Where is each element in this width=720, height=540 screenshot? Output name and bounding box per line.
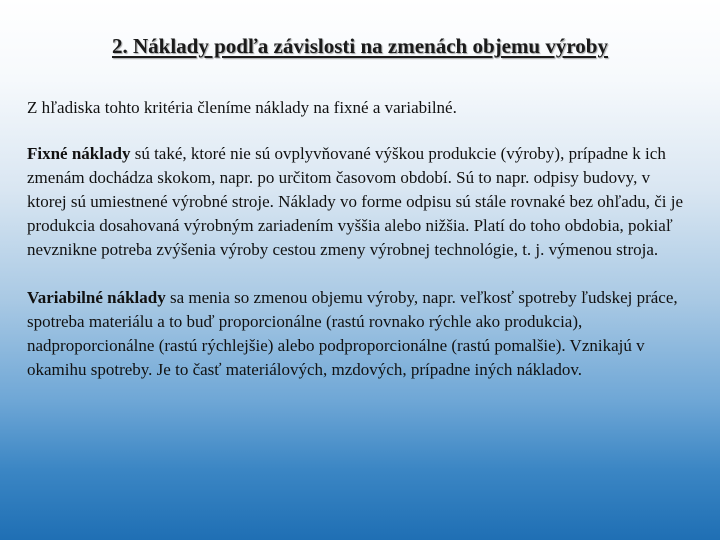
slide-content	[27, 96, 692, 406]
variable-costs-paragraph	[27, 286, 692, 382]
fixed-costs-text: sú také, ktoré nie sú ovplyvňované výškou produkcie (výroby), prípadne k ich zmenám dochádza skokom, napr. po určitom časovom období. Sú to napr. odpisy budovy, v ktorej sú umiestnené výrobné stroje. Náklady vo forme odpisu sú stále rovnaké bez ohľadu, či je produkcia dosahovaná výrobným zariadením vyššia alebo nižšia. Platí do toho obdobia, pokiaľ nevznikne potreba zvýšenia výroby cestou zmeny výrobnej technológie, t. j. výmenou stroja.	[27, 144, 684, 259]
intro-paragraph: Z hľadiska tohto kritéria členíme náklady na fixné a variabilné.	[27, 98, 457, 117]
fixed-costs-term: Fixné náklady	[27, 144, 131, 163]
variable-costs-term: Variabilné náklady	[27, 288, 166, 307]
fixed-costs-paragraph	[27, 142, 692, 262]
slide-title: 2. Náklady podľa závislosti na zmenách objemu výroby	[111, 34, 608, 58]
variable-costs-text: sa menia so zmenou objemu výroby, napr. veľkosť spotreby ľudskej práce, spotreba materiálu a to buď proporcionálne (rastú rovnako rýchle ako produkcia), nadproporcionálne (rastú rýchlejšie) alebo podproporcionálne (rastú pomalšie). Vznikajú v okamihu spotreby. Je to časť materiálových, mzdových, prípadne iných nákladov.	[27, 288, 678, 379]
